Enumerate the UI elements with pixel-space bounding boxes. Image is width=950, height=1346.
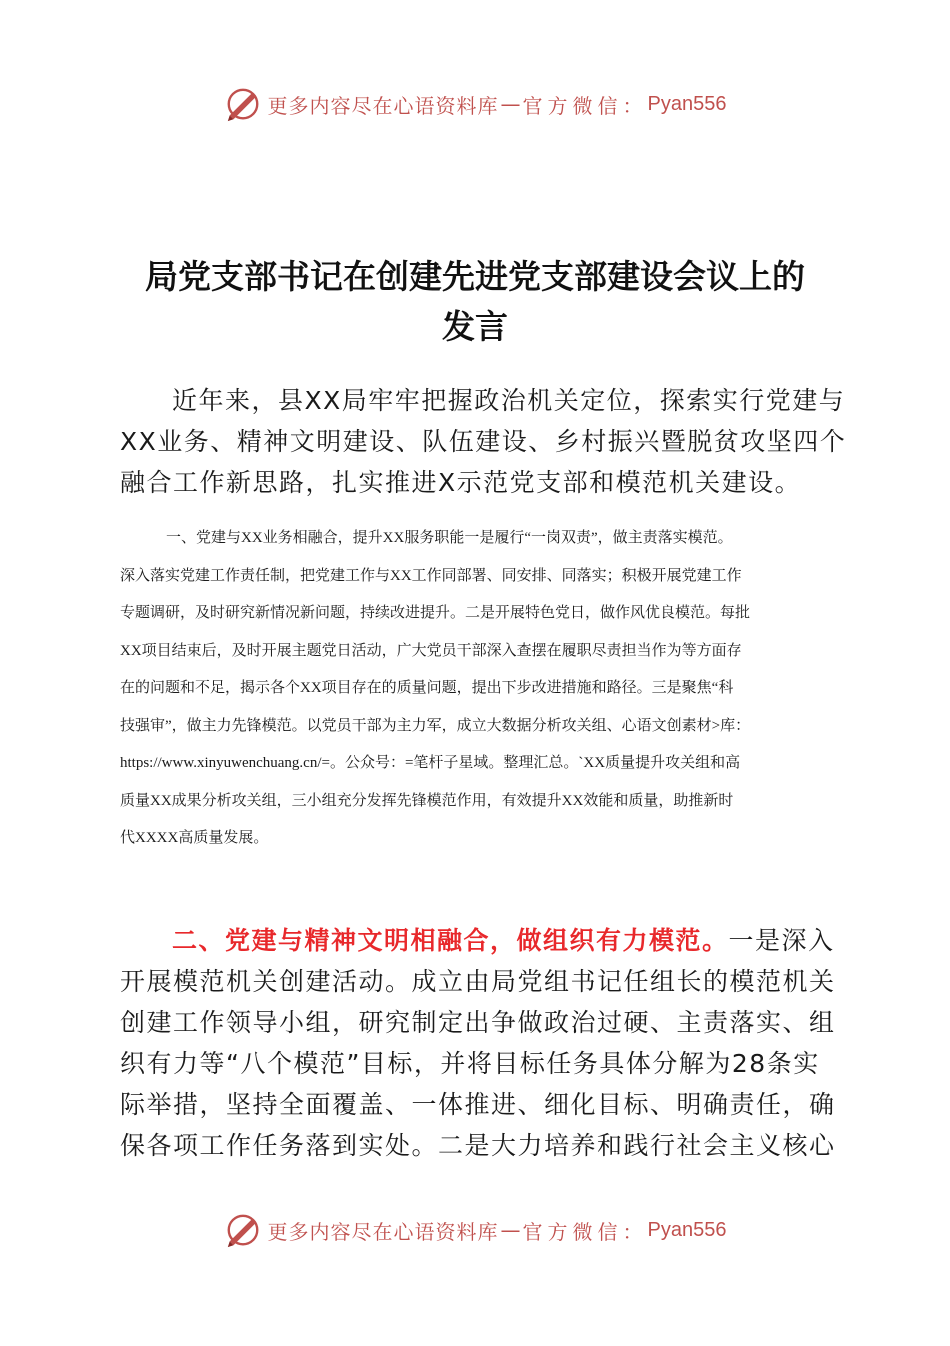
banner-text: 更多内容尽在心语资料库: [267, 93, 499, 118]
intro-paragraph: [120, 380, 847, 503]
section-1-line: 代XXXX高质量发展。: [120, 830, 269, 846]
section-2-first-rest: 一是深入: [728, 926, 835, 955]
section-1-line: 专题调研，及时研究新情况新问题，持续改进提升。二是开展特色党日，做作风优良模范。每批: [120, 605, 751, 621]
banner-separator: —: [500, 92, 521, 116]
footer-banner: [0, 1208, 950, 1252]
section-1-line: 质量XX成果分析攻关组，三小组充分发挥先锋模范作用，有效提升XX效能和质量，助推新时: [120, 792, 734, 809]
title-line-2: 发言: [442, 307, 508, 346]
banner-wechat-id: Pyan556: [647, 1218, 727, 1241]
banner-wechat-id: Pyan556: [647, 92, 727, 115]
document-title: [100, 252, 850, 352]
banner-label: 官方微信：: [522, 93, 648, 118]
banner-label: 官方微信：: [522, 1219, 648, 1244]
intro-line: 融合工作新思路，扎实推进X示范党支部和模范机关建设。: [120, 468, 802, 497]
title-line-1: 局党支部书记在创建先进党支部建设会议上的: [145, 257, 805, 296]
section-1-line: 一、党建与XX业务相融合，提升XX服务职能一是履行“一岗双责”，做主责落实模范。: [166, 530, 733, 546]
section-1-paragraph: [120, 520, 832, 858]
section-2-line: 保各项工作任务落到实处。二是大力培养和践行社会主义核心: [120, 1131, 836, 1160]
intro-line: 近年来，县XX局牢牢把握政治机关定位，探索实行党建与: [172, 386, 846, 415]
banner-separator: —: [500, 1218, 521, 1242]
section-2-first-line: [120, 920, 835, 961]
section-1-line: XX项目结束后，及时开展主题党日活动，广大党员干部深入查摆在履职尽责担当作为等方面存: [120, 642, 742, 659]
intro-line: XX业务、精神文明建设、队伍建设、乡村振兴暨脱贫攻坚四个: [120, 427, 847, 456]
header-banner: [0, 82, 950, 126]
pen-logo-icon: [224, 1211, 262, 1249]
section-1-line: 在的问题和不足，揭示各个XX项目存在的质量问题，提出下步改进措施和路径。三是聚焦“科: [120, 680, 734, 696]
banner-text: 更多内容尽在心语资料库: [267, 1219, 499, 1244]
section-2-line: 织有力等“八个模范”目标，并将目标任务具体分解为28条实: [120, 1049, 820, 1078]
section-2-line: 创建工作领导小组，研究制定出争做政治过硬、主责落实、组: [120, 1008, 836, 1037]
section-2-line: 际举措，坚持全面覆盖、一体推进、细化目标、明确责任，确: [120, 1090, 836, 1119]
section-1-line: https://www.xinyuwenchuang.cn/=。公众号：=笔杆子星域。整理汇总。`XX质量提升攻关组和高: [120, 755, 741, 771]
section-2-heading: 二、党建与精神文明相融合，做组织有力模范。: [172, 926, 729, 955]
section-2-paragraph: [120, 920, 836, 1166]
pen-logo-icon: [224, 85, 262, 123]
section-1-line: 技强审”，做主力先锋模范。以党员干部为主力军，成立大数据分析攻关组、心语文创素材>库：: [120, 717, 751, 734]
section-2-line: 开展模范机关创建活动。成立由局党组书记任组长的模范机关: [120, 967, 836, 996]
section-1-line: 深入落实党建工作责任制，把党建工作与XX工作同部署、同安排、同落实；积极开展党建工作: [120, 567, 742, 584]
